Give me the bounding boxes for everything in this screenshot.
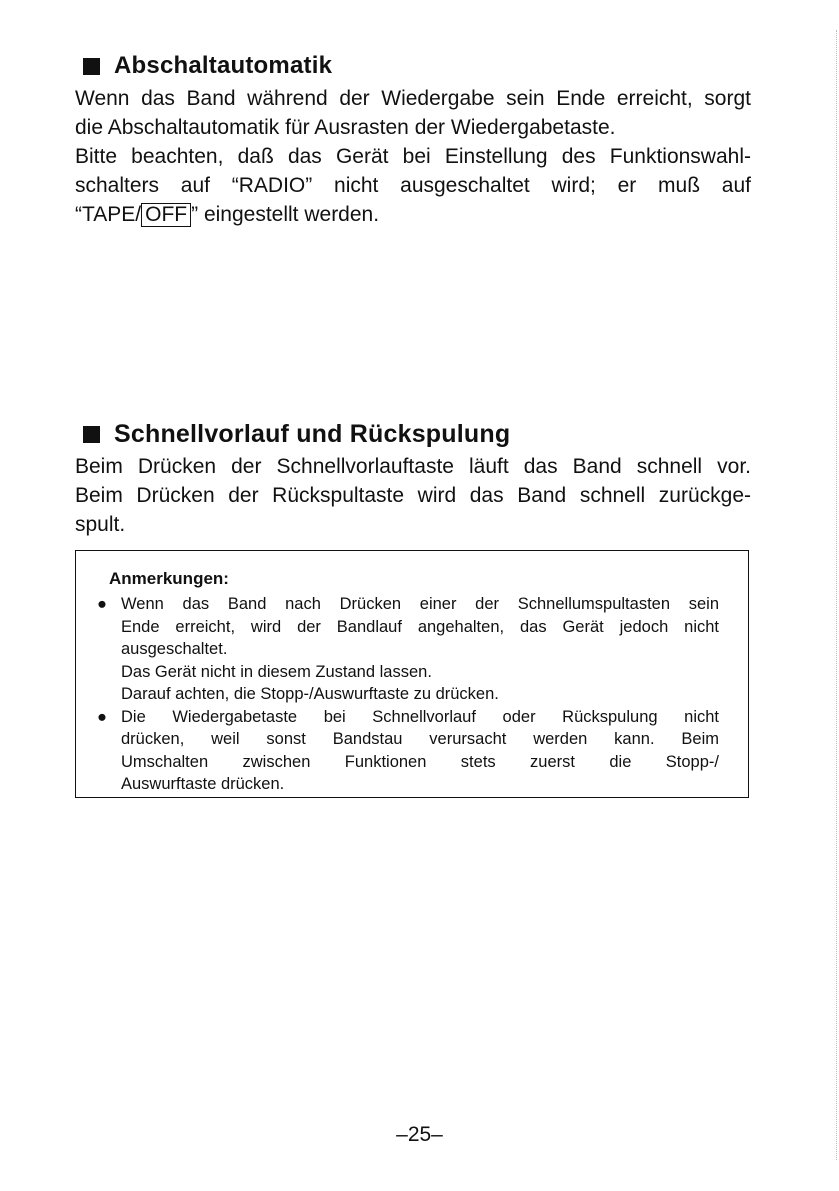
text-line: Auswurftaste drücken. <box>121 775 285 793</box>
notes-box <box>75 550 749 798</box>
section-title: Schnellvorlauf und Rückspulung <box>114 420 511 448</box>
text-line <box>97 706 719 729</box>
text-line: Ende erreicht, wird der Bandlauf angehalten, das Gerät jedoch nicht <box>121 617 719 636</box>
text-fragment: Wenn das Band nach Drücken einer der Schnellumspultasten sein <box>121 595 719 613</box>
notes-title: Anmerkungen: <box>109 569 229 588</box>
section-paragraph <box>75 84 751 229</box>
text-line: die Abschaltautomatik für Ausrasten der Wiedergabetaste. <box>75 116 616 139</box>
boxed-off-label: OFF <box>141 203 191 227</box>
text-line: spult. <box>75 513 126 536</box>
section-fast-forward-rewind <box>75 418 751 539</box>
text-line: Bitte beachten, daß das Gerät bei Einstellung des Funktionswahl- <box>75 145 751 168</box>
page-number: –25– <box>396 1123 443 1146</box>
text-line <box>75 200 751 229</box>
text-line: ausgeschaltet. <box>121 640 228 658</box>
text-line: Beim Drücken der Schnellvorlauftaste läuft das Band schnell vor. <box>75 455 751 478</box>
text-line <box>97 593 719 616</box>
text-fragment: ” eingestellt werden. <box>191 203 380 226</box>
text-line: drücken, weil sonst Bandstau verursacht werden kann. Beim <box>121 730 719 748</box>
bullet-dot-icon: ● <box>97 595 107 613</box>
scan-edge-marks <box>834 30 837 1160</box>
text-fragment: “TAPE/ <box>75 203 142 226</box>
section-paragraph <box>75 452 751 539</box>
text-fragment: Die Wiedergabetaste bei Schnellvorlauf oder Rückspulung nicht <box>121 707 719 726</box>
text-line: Umschalten zwischen Funktionen stets zuerst die Stopp-/ <box>121 752 719 771</box>
section-title: Abschaltautomatik <box>114 52 333 79</box>
text-line: Das Gerät nicht in diesem Zustand lassen. <box>121 662 432 681</box>
text-line: Wenn das Band während der Wiedergabe sein Ende erreicht, sorgt <box>75 87 751 110</box>
notes-content <box>97 567 719 796</box>
section-heading <box>75 50 751 82</box>
square-bullet-icon <box>83 58 100 75</box>
note-item <box>97 706 719 796</box>
square-bullet-icon <box>83 426 100 443</box>
section-heading <box>75 418 751 450</box>
text-line: schalters auf “RADIO” nicht ausgeschaltet wird; er muß auf <box>75 174 751 197</box>
text-line: Darauf achten, die Stopp-/Auswurftaste zu drücken. <box>121 685 499 703</box>
note-item <box>97 593 719 706</box>
bullet-dot-icon: ● <box>97 707 107 726</box>
text-line: Beim Drücken der Rückspultaste wird das Band schnell zurückge- <box>75 484 751 507</box>
section-auto-shutoff <box>75 50 751 229</box>
